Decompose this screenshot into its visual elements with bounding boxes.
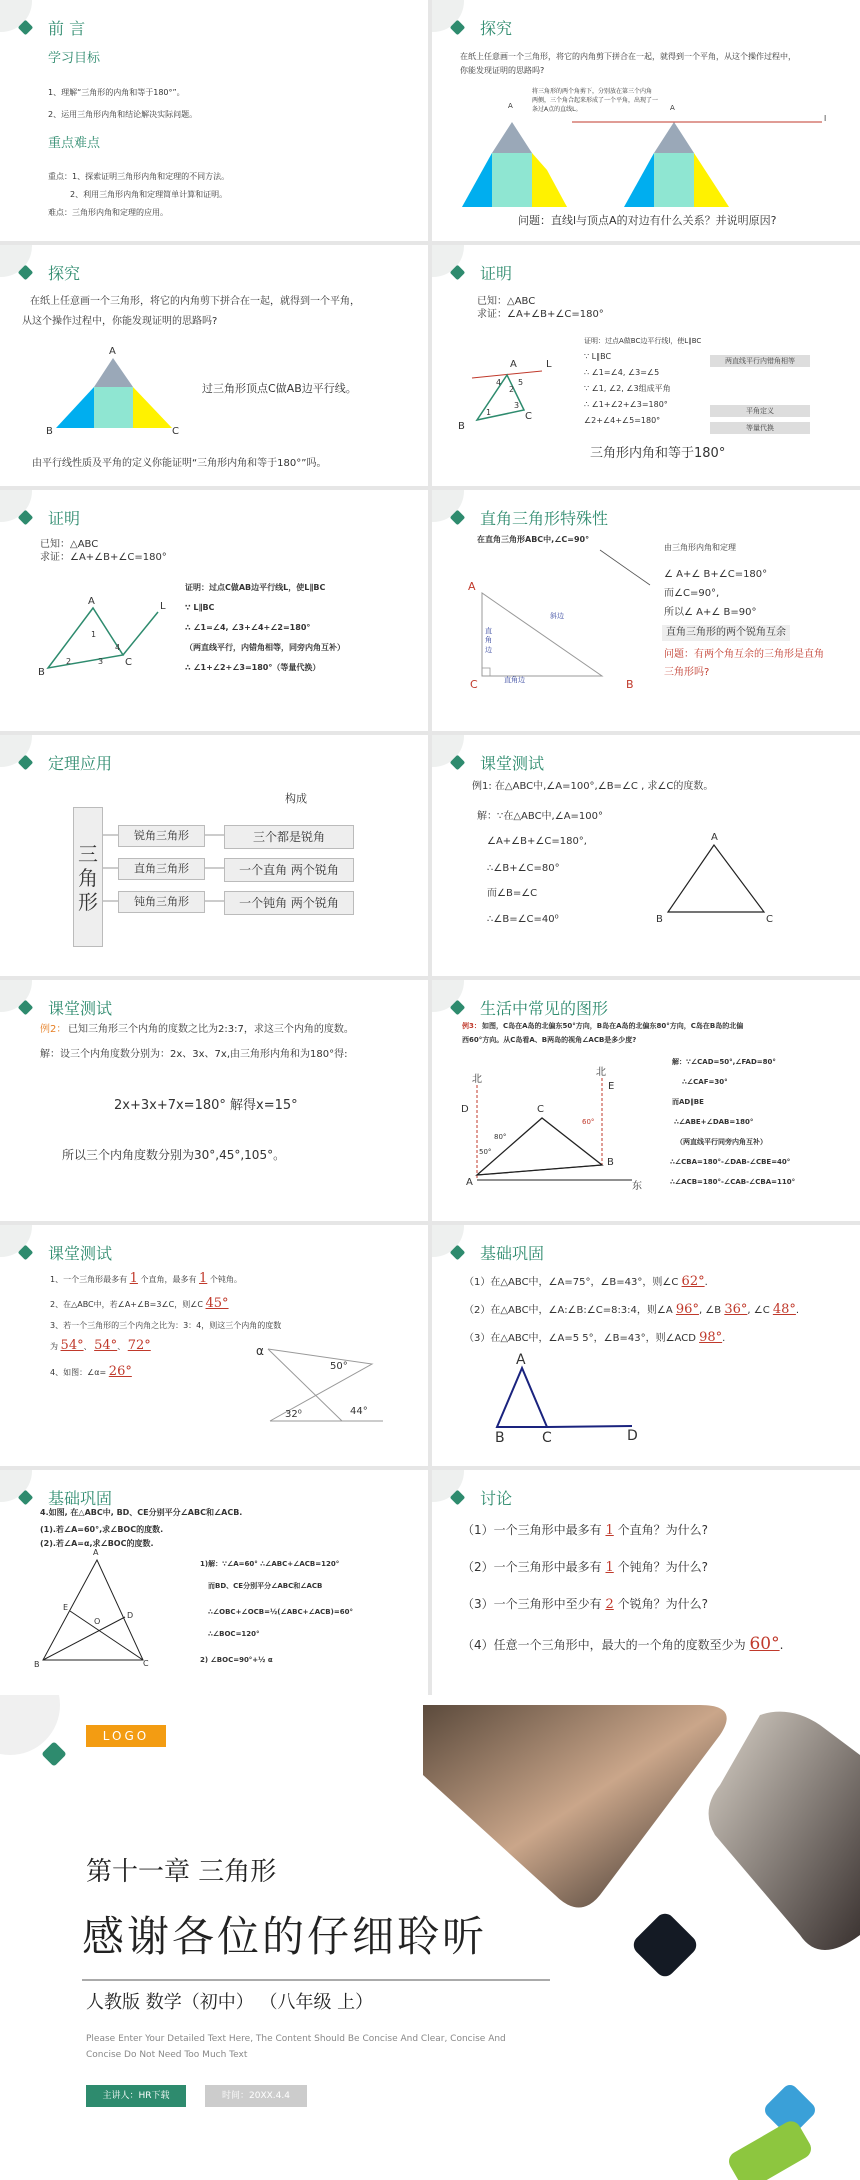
answer: 2 bbox=[605, 1597, 614, 1612]
reason-2: ∠ A+∠ B+∠C=180° bbox=[664, 569, 768, 580]
angle-figure bbox=[0, 1225, 428, 1466]
edition: 人教版 数学（初中） （八年级 上） bbox=[86, 1992, 374, 2013]
vertex-label-b: B bbox=[34, 1660, 40, 1669]
answer: 45° bbox=[205, 1296, 229, 1311]
q1: 1、一个三角形最多有 1 个直角，最多有 1 个钝角。 bbox=[50, 1271, 242, 1286]
root-node: 三角形 bbox=[73, 807, 103, 947]
proof-step: ∵ L∥BC bbox=[584, 352, 612, 361]
conclusion: 直角三角形的两个锐角互余 bbox=[662, 625, 790, 641]
slide-real-life[interactable] bbox=[432, 980, 860, 1221]
proof-step: ∴ ∠1=∠4, ∠3+∠4+∠2=180° bbox=[185, 623, 311, 632]
q3: （3）一个三角形中至少有 2 个锐角？为什么? bbox=[462, 1597, 708, 1612]
answer: 62° bbox=[681, 1274, 705, 1289]
type-node: 直角三角形 bbox=[118, 858, 205, 880]
given: 已知：△ABC bbox=[40, 539, 99, 550]
answer: 96° bbox=[675, 1302, 699, 1317]
slide-right-triangle[interactable] bbox=[432, 490, 860, 731]
line-label-l: L bbox=[160, 601, 166, 612]
q1: （1）在△ABC中，∠A=75°，∠B=43°，则∠C 62°. bbox=[464, 1274, 708, 1289]
angle-label: 4 bbox=[115, 643, 121, 652]
question: 例1: 在△ABC中,∠A=100°,∠B=∠C , 求∠C的度数。 bbox=[472, 781, 714, 792]
to-prove: 求证：∠A+∠B+∠C=180° bbox=[40, 552, 167, 563]
slide-explore-2[interactable] bbox=[0, 245, 428, 486]
sub-question: (2).若∠A=α,求∠BOC的度数. bbox=[40, 1539, 154, 1548]
slide-intro[interactable] bbox=[0, 0, 428, 241]
solution-step: 1)解：∵∠A=60° ∴∠ABC+∠ACB=120° bbox=[200, 1560, 340, 1568]
slide-class-test-3[interactable] bbox=[0, 1225, 428, 1466]
angle-label: 3 bbox=[98, 657, 104, 666]
slide-title: 证明 bbox=[480, 264, 513, 283]
angle-label: 44° bbox=[350, 1406, 368, 1417]
point-label-e: E bbox=[63, 1603, 69, 1612]
point-label-b: B bbox=[607, 1157, 614, 1168]
proof-step: （两直线平行，内错角相等，同旁内角互补） bbox=[185, 643, 345, 652]
question: 已知三角形三个内角的度数之比为2:3:7，求这三个内角的度数。 bbox=[68, 1024, 354, 1035]
question: 4.如图, 在△ABC中, BD、CE分别平分∠ABC和∠ACB. bbox=[40, 1508, 243, 1517]
speaker-badge: 主讲人：HR下载 bbox=[86, 2085, 186, 2107]
slide-title: 课堂测试 bbox=[48, 1244, 113, 1263]
result: 所以三个内角度数分别为30°,45°,105°。 bbox=[62, 1148, 286, 1162]
desc-node: 一个钝角 两个锐角 bbox=[224, 891, 354, 915]
answer: 60° bbox=[749, 1634, 780, 1654]
reason-3: 而∠C=90°, bbox=[664, 588, 720, 599]
vertex-label-d: D bbox=[627, 1428, 638, 1444]
key-1: 重点：1、探索证明三角形内角和定理的不同方法。 bbox=[48, 172, 230, 181]
vertex-label-a: A bbox=[516, 1352, 526, 1368]
slide-title: 探究 bbox=[480, 19, 513, 38]
solution-step: ∠A+∠B+∠C=180°, bbox=[487, 836, 587, 847]
reason-tag: 平角定义 bbox=[710, 405, 810, 417]
reason-4: 所以∠ A+∠ B=90° bbox=[664, 607, 757, 618]
answer: 54° bbox=[94, 1338, 118, 1353]
tree-connectors bbox=[0, 735, 428, 976]
question-line-1: 如图，C岛在A岛的北偏东50°方向，B岛在A岛的北偏东80°方向，C岛在B岛的北偏 bbox=[482, 1022, 744, 1030]
chapter-title: 第十一章 三角形 bbox=[86, 1857, 277, 1887]
vertex-label-b: B bbox=[38, 667, 45, 678]
answer: 26° bbox=[108, 1364, 132, 1379]
desc-node: 三个都是锐角 bbox=[224, 825, 354, 849]
q3-line-2: 为 54°、 54°、 72° bbox=[50, 1338, 151, 1353]
solution-step: 而AD∥BE bbox=[672, 1098, 704, 1106]
point-label-d: D bbox=[127, 1611, 134, 1620]
vertex-label-c: C bbox=[125, 657, 132, 668]
point-label-o: O bbox=[94, 1617, 101, 1626]
vertex-label-a: A bbox=[109, 346, 116, 357]
point-label-d: D bbox=[461, 1104, 469, 1115]
given: 已知：△ABC bbox=[477, 296, 536, 307]
answer: 1 bbox=[199, 1271, 208, 1286]
angle-label: 3 bbox=[514, 401, 520, 410]
answer: 1 bbox=[129, 1271, 138, 1286]
desc-node: 一个直角 两个锐角 bbox=[224, 858, 354, 882]
solution-step: 解：∵∠CAD=50°,∠FAD=80° bbox=[672, 1058, 776, 1066]
line-label-l: L bbox=[546, 359, 552, 370]
solution-step: ∴∠B=∠C=40⁰ bbox=[487, 914, 559, 925]
triangle-pieces-diagram bbox=[432, 0, 860, 241]
proof-step: ∴ ∠1+∠2+∠3=180°（等量代换） bbox=[185, 663, 321, 672]
isosceles-triangle bbox=[432, 735, 860, 976]
angle-label: 50° bbox=[330, 1361, 348, 1372]
angle-label: 80° bbox=[494, 1133, 507, 1141]
description-line-2: Concise Do Not Need Too Much Text bbox=[86, 2050, 248, 2060]
vertex-label-c: C bbox=[542, 1430, 552, 1446]
to-prove: 求证：∠A+∠B+∠C=180° bbox=[477, 309, 604, 320]
solution-step: （两直线平行同旁内角互补） bbox=[676, 1138, 767, 1146]
answer: 98° bbox=[699, 1330, 723, 1345]
proof-step: ∵ ∠1, ∠2, ∠3组成平角 bbox=[584, 384, 671, 393]
q2: （2）在△ABC中，∠A:∠B:∠C=8:3:4，则∠A 96°, ∠B 36°, ∠C 48°. bbox=[464, 1302, 800, 1317]
question: 由平行线性质及平角的定义你能证明“三角形内角和等于180°”吗。 bbox=[32, 458, 327, 469]
slide-title: 探究 bbox=[48, 264, 81, 283]
angle-label: 32⁰ bbox=[285, 1409, 302, 1420]
reason-1: 由三角形内角和定理 bbox=[664, 543, 736, 552]
key-3: 难点：三角形内角和定理的应用。 bbox=[48, 208, 168, 217]
q4: （4）任意一个三角形中，最大的一个角的度数至少为 60°. bbox=[462, 1634, 784, 1654]
type-node: 钝角三角形 bbox=[118, 891, 205, 913]
intro-line-2: 从这个操作过程中，你能发现证明的思路吗? bbox=[22, 316, 218, 327]
slide-basics-2[interactable] bbox=[0, 1470, 428, 1711]
q1: （1）一个三角形中最多有 1 个直角？为什么? bbox=[462, 1523, 708, 1538]
vertex-label-c: C bbox=[766, 914, 773, 925]
answer: 1 bbox=[605, 1523, 614, 1538]
solution-step: ∴∠BOC=120° bbox=[208, 1630, 260, 1638]
description-line-1: Please Enter Your Detailed Text Here, The Content Should Be Concise And Clear, Concise And bbox=[86, 2034, 506, 2044]
q2: （2）一个三角形中最多有 1 个钝角？为什么? bbox=[462, 1560, 708, 1575]
triangle-diagram bbox=[0, 245, 428, 486]
north-label: 北 bbox=[596, 1067, 606, 1078]
q2: 2、在△ABC中，若∠A+∠B=3∠C，则∠C 45° bbox=[50, 1296, 229, 1311]
vertex-label-b: B bbox=[46, 426, 53, 437]
question-line-1: 问题：有两个角互余的三角形是直角 bbox=[664, 649, 824, 660]
logo: LOGO bbox=[86, 1725, 166, 1747]
angle-label: 4 bbox=[496, 378, 502, 387]
vertex-label-a: A bbox=[468, 580, 476, 593]
angle-label: 60° bbox=[582, 1118, 595, 1126]
slide-title: 直角三角形特殊性 bbox=[480, 509, 609, 528]
proof-step: ∵ L∥BC bbox=[185, 603, 215, 612]
proof-head: 证明：过点C做AB边平行线L，使L∥BC bbox=[185, 583, 326, 592]
slide-discussion[interactable] bbox=[432, 1470, 860, 1711]
vertex-label-b: B bbox=[458, 421, 465, 432]
note-1: 将三角形的两个角剪下，分别放在第三个内角 bbox=[532, 88, 653, 95]
vertex-label-a: A bbox=[711, 832, 718, 843]
type-node: 锐角三角形 bbox=[118, 825, 205, 847]
east-label: 东 bbox=[632, 1181, 642, 1192]
goal-2: 2、运用三角形内角和结论解决实际问题。 bbox=[48, 110, 198, 119]
intro-line-2: 你能发现证明的思路吗? bbox=[460, 66, 545, 75]
intro-line-1: 在纸上任意画一个三角形，将它的内角剪下拼合在一起，就得到一个平角，从这个操作过程中， bbox=[460, 52, 796, 61]
goal-heading: 学习目标 bbox=[48, 51, 101, 66]
compass-diagram bbox=[432, 980, 860, 1221]
vertex-label-b: B bbox=[656, 914, 663, 925]
example-label: 例3： bbox=[462, 1022, 481, 1030]
vertex-label-a: A bbox=[670, 104, 675, 112]
point-label-e: E bbox=[608, 1081, 615, 1092]
thanks-title: 感谢各位的仔细聆听 bbox=[82, 1912, 488, 1961]
vertex-label-a: A bbox=[93, 1548, 99, 1557]
question-line-2: 三角形吗? bbox=[664, 667, 710, 678]
solution-step: 2) ∠BOC=90°+½ α bbox=[200, 1656, 273, 1664]
question: 问题：直线l与顶点A的对边有什么关系？并说明原因? bbox=[518, 214, 777, 227]
question-line-2: 西60°方向。从C岛看A、B两岛的视角∠ACB是多少度? bbox=[462, 1036, 637, 1044]
angle-label: 50° bbox=[479, 1148, 492, 1156]
note-3: 条过A点的直线L。 bbox=[532, 106, 582, 113]
q3: （3）在△ABC中，∠A=5 5°，∠B=43°，则∠ACD 98°. bbox=[464, 1330, 726, 1345]
hint: 过三角形顶点C做AB边平行线。 bbox=[202, 382, 357, 395]
answer: 36° bbox=[724, 1302, 748, 1317]
slide-class-test-2[interactable] bbox=[0, 980, 428, 1221]
slide-title: 证明 bbox=[48, 509, 81, 528]
solution-step: ∴∠CBA=180°-∠DAB-∠CBE=40° bbox=[670, 1158, 791, 1166]
slide-title: 生活中常见的图形 bbox=[480, 999, 609, 1018]
slide-ending[interactable] bbox=[0, 1695, 860, 2180]
slide-theorem-application[interactable] bbox=[0, 735, 428, 976]
key-2: 2、利用三角形内角和定理简单计算和证明。 bbox=[70, 190, 228, 199]
proof-head: 证明：过点A做BC边平行线l，使L∥BC bbox=[584, 337, 702, 345]
vertex-label-a: A bbox=[88, 596, 95, 607]
q3-line-1: 3、若一个三角形的三个内角之比为：3：4，则这三个内角的度数 bbox=[50, 1321, 282, 1330]
proof-step: ∠2+∠4+∠5=180° bbox=[584, 416, 661, 425]
angle-label: 5 bbox=[518, 378, 524, 387]
solution-step: 解：∵在△ABC中,∠A=100° bbox=[477, 811, 604, 822]
conclusion: 三角形内角和等于180° bbox=[590, 446, 726, 461]
vertex-label-c: C bbox=[525, 411, 532, 422]
proof-step: ∴ ∠1=∠4, ∠3=∠5 bbox=[584, 368, 660, 377]
vertex-label-a: A bbox=[510, 359, 517, 370]
slide-title: 基础巩固 bbox=[48, 1489, 113, 1508]
north-label: 北 bbox=[472, 1074, 482, 1085]
alpha-label: α bbox=[256, 1344, 264, 1358]
solution-step: 解：设三个内角度数分别为：2x、3x、7x,由三角形内角和为180°得: bbox=[40, 1049, 348, 1060]
answer: 54° bbox=[60, 1338, 84, 1353]
vertex-label-b: B bbox=[495, 1430, 505, 1446]
vertex-label-b: B bbox=[626, 678, 634, 691]
leg-label: 直角边 bbox=[504, 676, 525, 684]
reason-tag: 两直线平行内错角相等 bbox=[710, 355, 810, 367]
heading: 在直角三角形ABC中,∠C=90° bbox=[477, 535, 590, 544]
goal-1: 1、理解“三角形的内角和等于180°”。 bbox=[48, 88, 185, 97]
slide-title: 课堂测试 bbox=[480, 754, 545, 773]
angle-label: 2 bbox=[509, 385, 515, 394]
answer: 48° bbox=[772, 1302, 796, 1317]
hypotenuse-label: 斜边 bbox=[550, 612, 564, 620]
leg-label: 直角边 bbox=[485, 627, 492, 654]
solution-step: ∴∠ABE+∠DAB=180° bbox=[674, 1118, 754, 1126]
equation: 2x+3x+7x=180° 解得x=15° bbox=[114, 1098, 298, 1113]
vertex-label-c: C bbox=[172, 426, 179, 437]
slide-title: 前 言 bbox=[48, 19, 86, 38]
slide-proof-1[interactable] bbox=[432, 245, 860, 486]
answer: 1 bbox=[605, 1560, 614, 1575]
compose-label: 构成 bbox=[285, 792, 307, 805]
slide-class-test-1[interactable] bbox=[432, 735, 860, 976]
vertex-label-c: C bbox=[143, 1659, 149, 1668]
intro-line-1: 在纸上任意画一个三角形，将它的内角剪下拼合在一起，就得到一个平角， bbox=[30, 296, 360, 307]
vertex-label-a: A bbox=[508, 102, 513, 110]
proof-step: ∴ ∠1+∠2+∠3=180° bbox=[584, 400, 668, 409]
slide-title: 定理应用 bbox=[48, 754, 113, 773]
angle-label: 2 bbox=[66, 657, 72, 666]
slide-title: 讨论 bbox=[480, 1489, 513, 1508]
solution-step: ∴∠OBC+∠OCB=½(∠ABC+∠ACB)=60° bbox=[208, 1608, 353, 1616]
slide-explore-1[interactable] bbox=[432, 0, 860, 241]
vertex-label-c: C bbox=[470, 678, 478, 691]
solution-step: ∴∠ACB=180°-∠CAB-∠CBA=110° bbox=[670, 1178, 796, 1186]
line-label-l: l bbox=[824, 114, 827, 123]
solution-step: 而∠B=∠C bbox=[487, 888, 538, 899]
note-2: 两侧，三个角合起来形成了一个平角，出现了一 bbox=[532, 97, 659, 104]
angle-label: 1 bbox=[486, 408, 492, 417]
point-label-a: A bbox=[466, 1177, 473, 1188]
angle-label: 1 bbox=[91, 630, 97, 639]
slide-proof-2[interactable] bbox=[0, 490, 428, 731]
sub-question: (1).若∠A=60°,求∠BOC的度数. bbox=[40, 1525, 164, 1534]
slide-title: 课堂测试 bbox=[48, 999, 113, 1018]
point-label-c: C bbox=[537, 1104, 544, 1115]
slide-basics-1[interactable] bbox=[432, 1225, 860, 1466]
reason-tag: 等量代换 bbox=[710, 422, 810, 434]
example-label: 例2： bbox=[40, 1024, 67, 1035]
time-badge: 时间：20XX.4.4 bbox=[205, 2085, 307, 2107]
solution-step: 而BD、CE分别平分∠ABC和∠ACB bbox=[208, 1582, 323, 1590]
key-heading: 重点难点 bbox=[48, 136, 101, 151]
answer: 72° bbox=[127, 1338, 151, 1353]
solution-step: ∴∠CAF=30° bbox=[682, 1078, 728, 1086]
right-triangle-diagram bbox=[432, 490, 860, 731]
q4: 4、如图：∠α= 26° bbox=[50, 1364, 132, 1379]
solution-step: ∴∠B+∠C=80° bbox=[487, 863, 560, 874]
slide-title: 基础巩固 bbox=[480, 1244, 545, 1263]
